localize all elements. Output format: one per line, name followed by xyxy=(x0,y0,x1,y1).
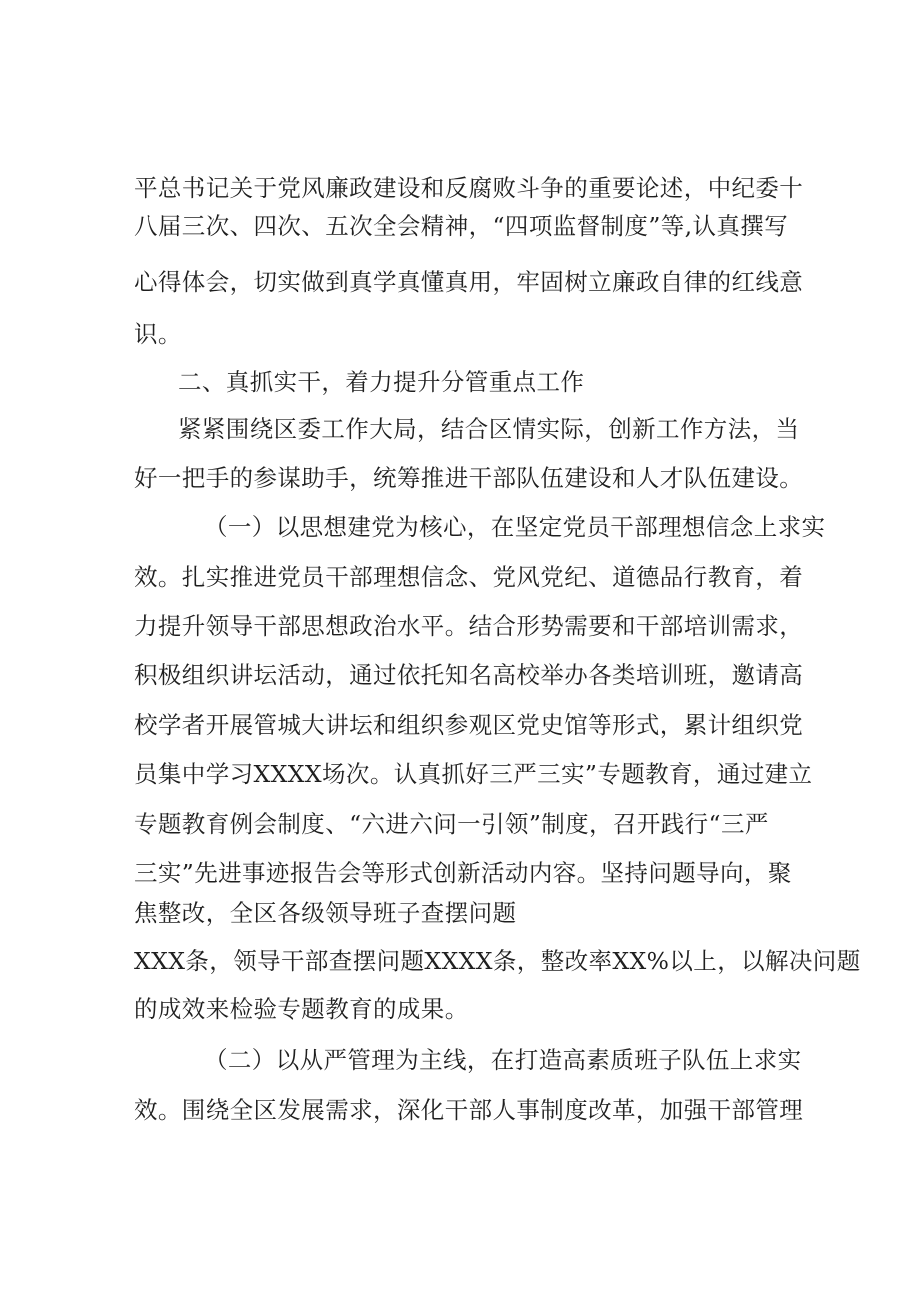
paragraph-line: 八届三次、四次、五次全会精神，“四项监督制度”等,认真撰写 xyxy=(134,212,789,240)
paragraph-line: 效。围绕全区发展需求，深化干部人事制度改革，加强干部管理 xyxy=(134,1096,804,1124)
paragraph-line: 焦整改，全区各级领导班子查摆问题 xyxy=(134,899,517,927)
paragraph-line: 积极组织讲坛活动，通过依托知名高校举办各类培训班，邀请高 xyxy=(134,661,804,689)
paragraph-line: 员集中学习XXXX场次。认真抓好三严三实”专题教育，通过建立 xyxy=(134,760,813,788)
paragraph-line: 识。 xyxy=(134,320,182,348)
paragraph-line: 效。扎实推进党员干部理想信念、党风党纪、道德品行教育，着 xyxy=(134,563,804,591)
paragraph-line: 平总书记关于党风廉政建设和反腐败斗争的重要论述，中纪委十 xyxy=(134,174,804,202)
paragraph-line: 好一把手的参谋助手，统筹推进干部队伍建设和人才队伍建设。 xyxy=(134,464,804,492)
paragraph-line: XXX条，领导干部查摆问题XXXX条，整改率XX%以上，以解决问题 xyxy=(134,947,861,975)
paragraph-line: 校学者开展管城大讲坛和组织参观区党史馆等形式，累计组织党 xyxy=(134,711,804,739)
subsection-heading: （二）以从严管理为主线，在打造高素质班子队伍上求实 xyxy=(204,1046,802,1074)
paragraph-line: 专题教育例会制度、“六进六问一引领”制度，召开践行“三严 xyxy=(134,810,769,838)
subsection-heading: （一）以思想建党为核心，在坚定党员干部理想信念上求实 xyxy=(204,513,826,541)
paragraph-line: 三实”先进事迹报告会等形式创新活动内容。坚持问题导向，聚 xyxy=(134,859,792,887)
paragraph-line: 心得体会，切实做到真学真懂真用，牢固树立廉政自律的红线意 xyxy=(134,268,804,296)
paragraph-line: 紧紧围绕区委工作大局，结合区情实际，创新工作方法，当 xyxy=(178,415,800,443)
paragraph-line: 的成效来检验专题教育的成果。 xyxy=(134,995,469,1023)
paragraph-line: 力提升领导干部思想政治水平。结合形势需要和干部培训需求， xyxy=(134,612,804,640)
section-heading: 二、真抓实干，着力提升分管重点工作 xyxy=(178,368,585,396)
